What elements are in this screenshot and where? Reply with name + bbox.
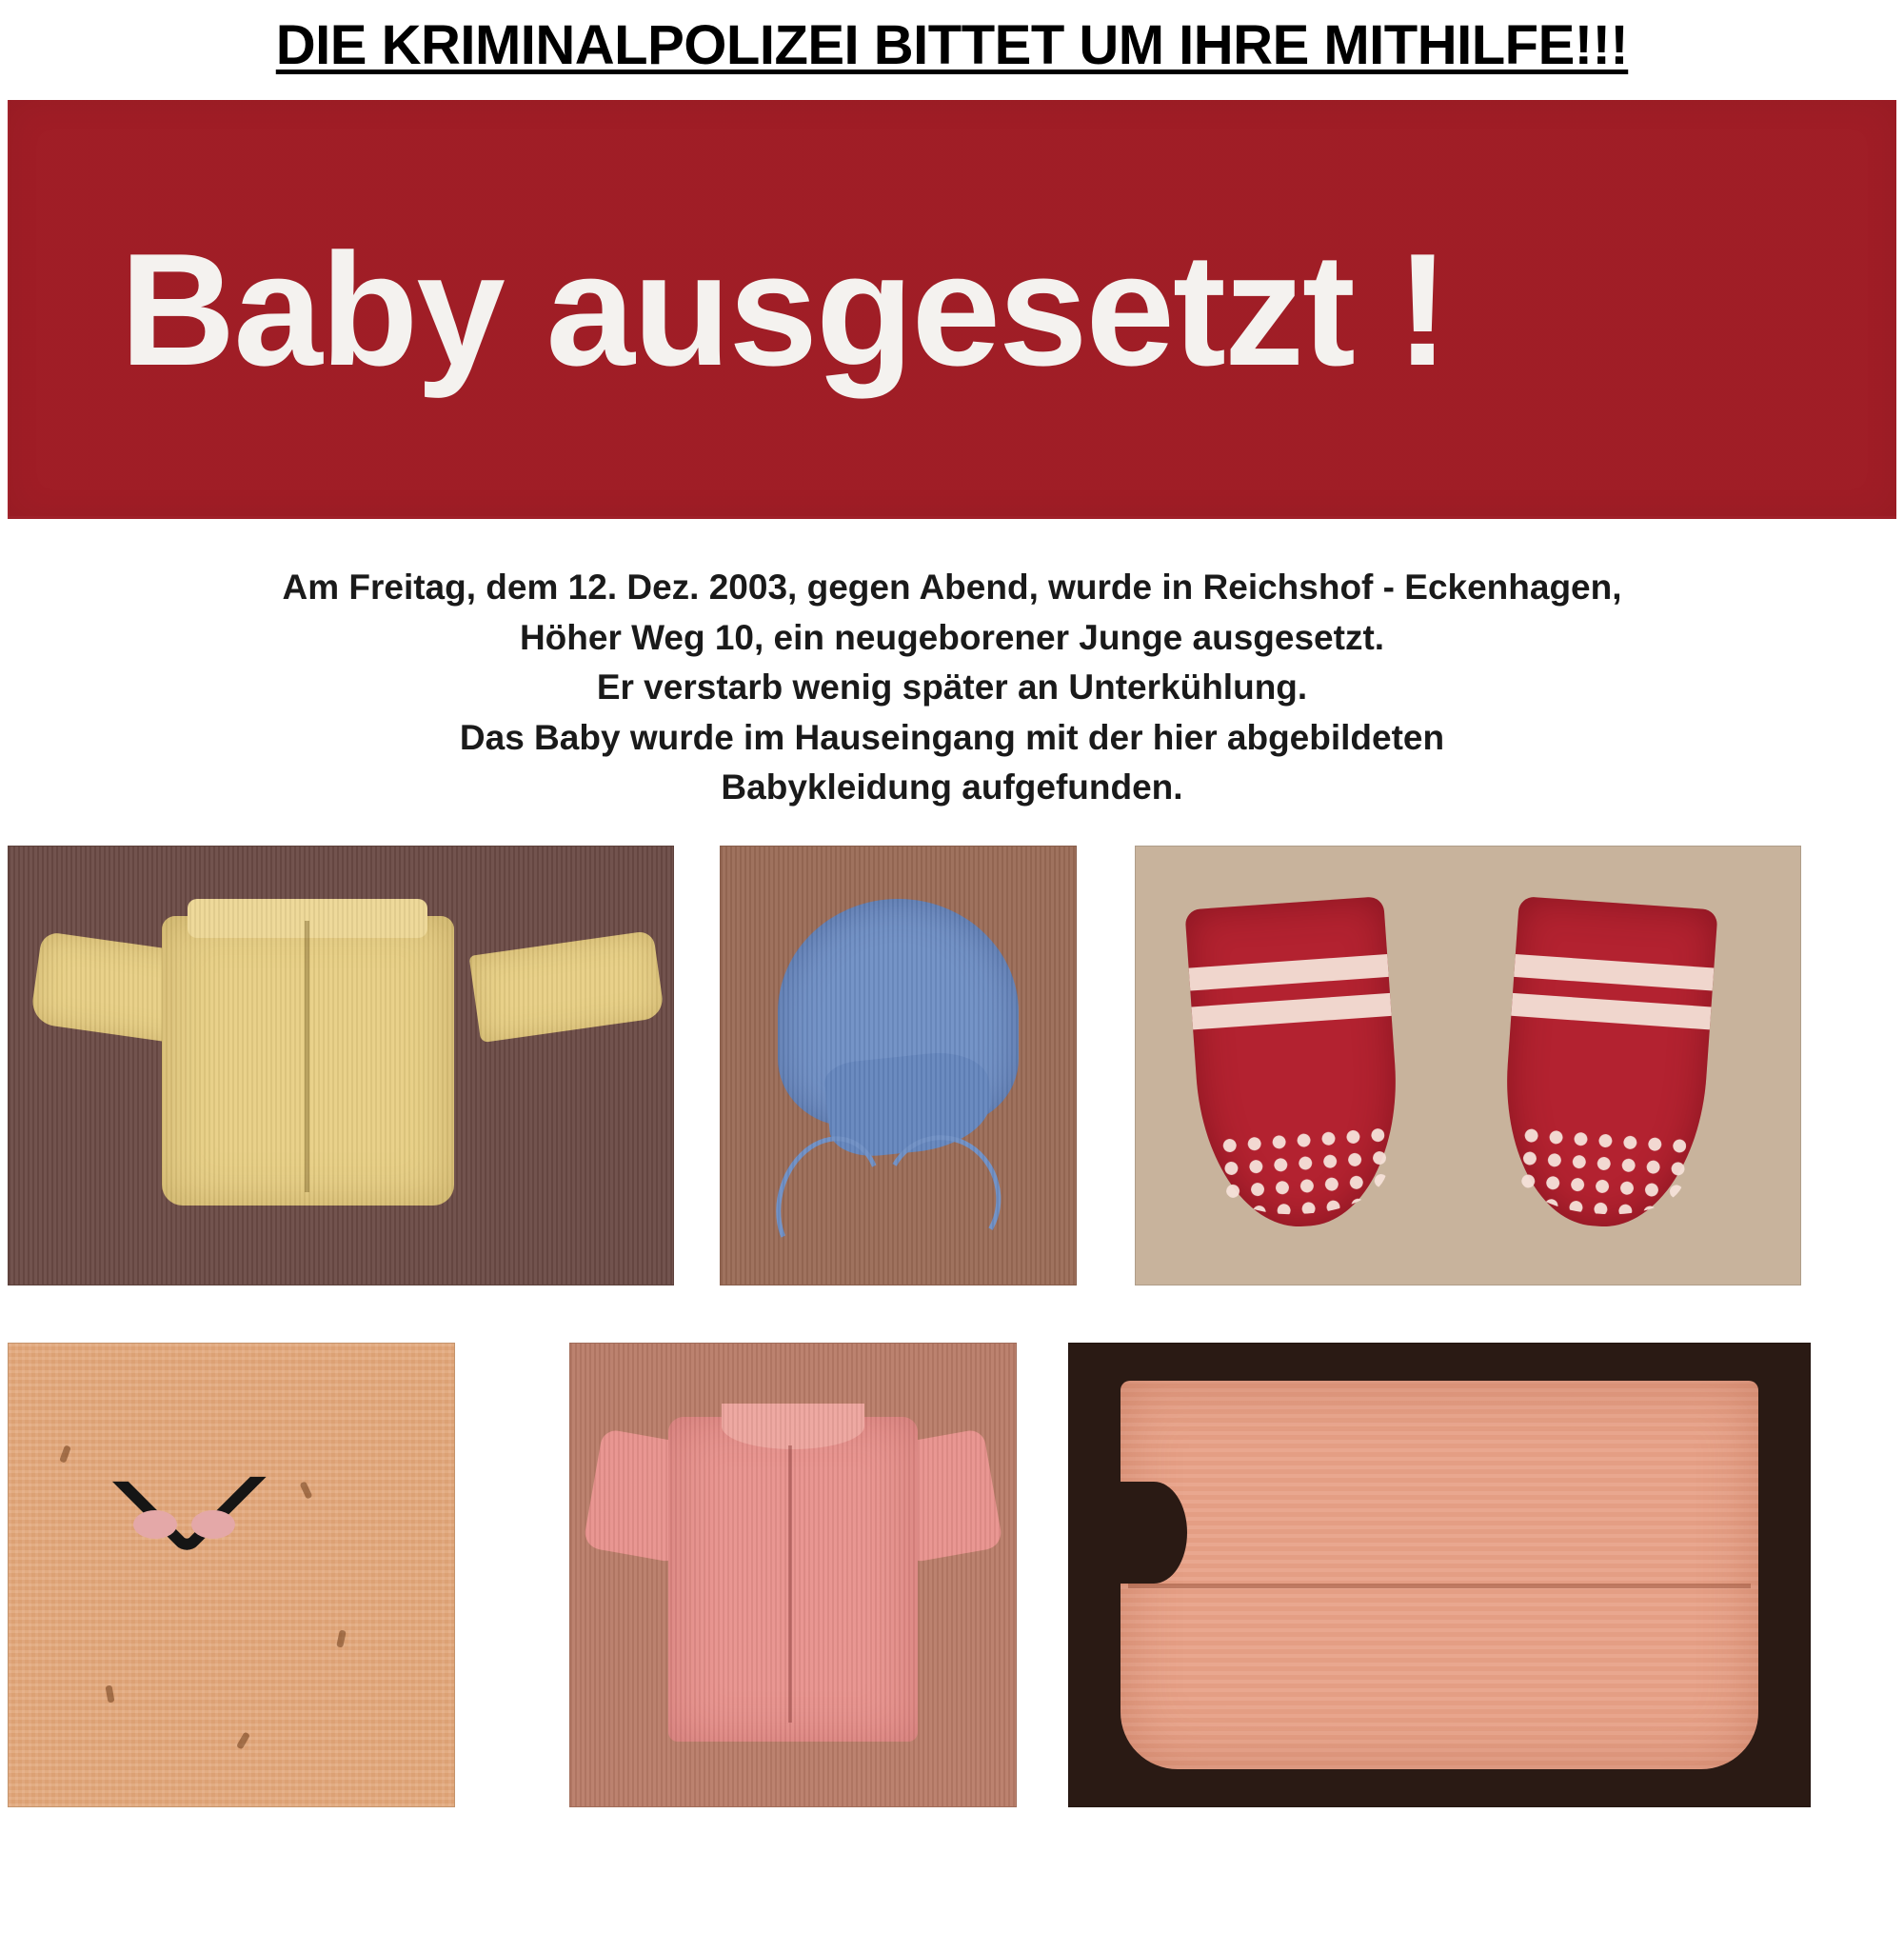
photo-yellow-knit-jacket [8,846,674,1285]
case-description-line: Er verstarb wenig später an Unterkühlung. [596,668,1308,707]
photo-pink-sleeping-bag [1068,1343,1811,1807]
photo-pink-shirt [569,1343,1017,1807]
case-description-line: Das Baby wurde im Hauseingang mit der hier abgebildeten [459,717,1445,757]
case-description-line: Babykleidung aufgefunden. [721,767,1183,807]
case-description [0,563,1904,813]
red-banner [8,100,1896,519]
photo-fabric-embroidery [8,1343,455,1807]
photo-blue-bonnet [720,846,1077,1285]
evidence-photo-grid [0,846,1904,1807]
page-title: DIE KRIMINALPOLIZEI BITTET UM IHRE MITHILFE!!! [275,14,1629,76]
banner-title: Baby ausgesetzt ! [120,220,1448,399]
case-description-line: Höher Weg 10, ein neugeborener Junge ausgesetzt. [519,617,1385,657]
case-description-line: Am Freitag, dem 12. Dez. 2003, gegen Abend, wurde in Reichshof - Eckenhagen, [282,568,1622,607]
photo-red-socks [1135,846,1801,1285]
